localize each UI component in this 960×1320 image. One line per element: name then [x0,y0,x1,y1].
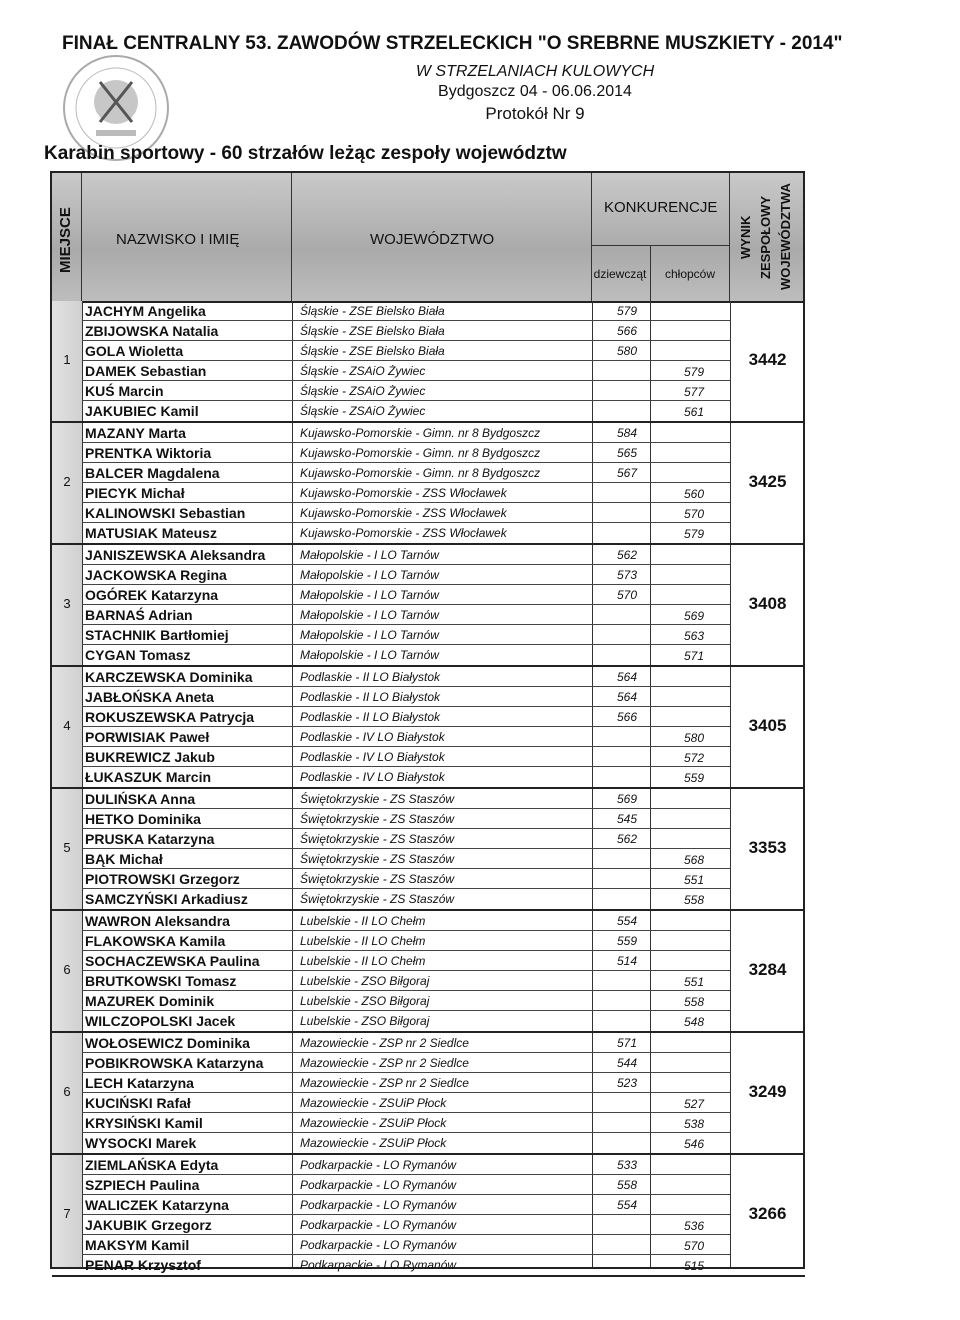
competitor-name: JAKUBIK Grzegorz [85,1217,212,1233]
competitor-voivodeship: Mazowieckie - ZSUiP Płock [300,1136,447,1150]
table-row [82,911,730,931]
competitor-name: DAMEK Sebastian [85,363,207,379]
header-result [730,173,805,301]
table-row [82,605,730,625]
table-row [82,1235,730,1255]
girls-score: 554 [616,1198,638,1212]
table-row [82,1155,730,1175]
competitor-voivodeship: Świętokrzyskie - ZS Staszów [300,832,455,846]
competitor-voivodeship: Podkarpackie - LO Rymanów [300,1198,457,1212]
table-row [82,341,730,361]
header-voivodeship [292,173,592,301]
document-subheading: W STRZELANIACH KULOWYCH [415,63,655,80]
header-competitions-label: KONKURENCJE [604,199,718,216]
table-row [82,1011,730,1031]
table-row [82,707,730,727]
results-table [50,171,805,1273]
competitor-voivodeship: Śląskie - ZSE Bielsko Biała [300,304,445,318]
boys-score: 579 [683,365,705,379]
competitor-voivodeship: Lubelskie - II LO Chełm [300,954,426,968]
girls-score: 579 [616,304,638,318]
boys-score: 579 [683,527,705,541]
team-block [52,1155,805,1277]
girls-score: 523 [616,1076,638,1090]
table-row [82,727,730,747]
boys-score: 551 [683,873,705,887]
competitor-voivodeship: Mazowieckie - ZSUiP Płock [300,1116,447,1130]
team-place: 4 [63,718,71,733]
table-row [82,789,730,809]
team-total-score: 3266 [748,1204,787,1223]
boys-score: 561 [683,405,705,419]
competitor-name: MAZANY Marta [85,425,186,441]
team-block [52,667,805,789]
header-girls-label: dziewcząt [593,267,647,281]
header-voivodeship-label: WOJEWÓDZTWO [370,231,495,248]
table-row [82,829,730,849]
girls-score: 554 [616,914,638,928]
table-row [82,523,730,543]
header-name-label: NAZWISKO I IMIĘ [116,231,240,248]
header-place [52,173,82,301]
team-place: 6 [63,1084,71,1099]
girls-score: 564 [616,690,638,704]
team-block [52,1033,805,1155]
team-block [52,789,805,911]
competitor-voivodeship: Lubelskie - II LO Chełm [300,934,426,948]
team-total-score: 3425 [748,472,787,491]
competitor-voivodeship: Podkarpackie - LO Rymanów [300,1158,457,1172]
competitor-name: WILCZOPOLSKI Jacek [85,1013,236,1029]
table-row [82,361,730,381]
competitor-name: HETKO Dominika [85,811,201,827]
competitor-name: ROKUSZEWSKA Patrycja [85,709,255,725]
competitor-voivodeship: Świętokrzyskie - ZS Staszów [300,872,455,886]
boys-score: 536 [683,1219,705,1233]
competitor-name: GOLA Wioletta [85,343,184,359]
competitor-name: JAKUBIEC Kamil [85,403,199,419]
boys-score: 572 [683,751,705,765]
team-total-score: 3405 [748,716,787,735]
competitor-name: KRYSIŃSKI Kamil [85,1115,203,1131]
girls-score: 533 [616,1158,638,1172]
competitor-voivodeship: Mazowieckie - ZSUiP Płock [300,1096,447,1110]
competitor-voivodeship: Lubelskie - ZSO Biłgoraj [300,1014,430,1028]
girls-score: 573 [616,568,638,582]
boys-score: 551 [683,975,705,989]
girls-score: 567 [616,466,638,480]
competitor-name: BĄK Michał [85,851,163,867]
competitor-name: WYSOCKI Marek [85,1135,197,1151]
table-row [82,971,730,991]
boys-score: 580 [683,731,705,745]
competitor-name: ŁUKASZUK Marcin [85,769,212,785]
team-place: 5 [63,840,71,855]
boys-score: 548 [683,1015,705,1029]
team-block [52,545,805,667]
competitor-voivodeship: Podlaskie - IV LO Białystok [300,730,445,744]
table-row [82,1215,730,1235]
table-row [82,483,730,503]
competitor-name: PRENTKA Wiktoria [85,445,212,461]
competitor-name: ZBIJOWSKA Natalia [85,323,219,339]
team-total-score: 3249 [748,1082,787,1101]
table-row [82,869,730,889]
competitor-name: PORWISIAK Paweł [85,729,210,745]
table-row [82,889,730,909]
boys-score: 563 [683,629,705,643]
competitor-voivodeship: Śląskie - ZSE Bielsko Biała [300,324,445,338]
competitor-name: WAWRON Aleksandra [85,913,230,929]
competitor-voivodeship: Podkarpackie - LO Rymanów [300,1238,457,1252]
table-caption: Karabin sportowy - 60 strzałów leżąc zespoły województw [44,143,567,164]
table-row [82,1195,730,1215]
competitor-voivodeship: Małopolskie - I LO Tarnów [300,628,439,642]
table-row [82,1175,730,1195]
header-competitions [592,173,730,301]
table-row [82,463,730,483]
girls-score: 559 [616,934,638,948]
competitor-name: JABŁOŃSKA Aneta [85,689,214,705]
girls-score: 584 [616,426,638,440]
team-place: 1 [63,352,71,367]
team-total-score: 3284 [748,960,787,979]
competitor-voivodeship: Śląskie - ZSE Bielsko Biała [300,344,445,358]
boys-score: 571 [683,649,705,663]
team-place: 6 [63,962,71,977]
boys-score: 560 [683,487,705,501]
competitor-voivodeship: Podlaskie - II LO Białystok [300,670,441,684]
competitor-voivodeship: Kujawsko-Pomorskie - ZSS Włocławek [300,506,507,520]
competitor-name: KARCZEWSKA Dominika [85,669,253,685]
table-row [82,585,730,605]
table-row [82,443,730,463]
competitor-voivodeship: Małopolskie - I LO Tarnów [300,568,439,582]
competitor-name: BALCER Magdalena [85,465,220,481]
table-row [82,931,730,951]
header-result-label: WYNIK ZESPOŁOWY WOJEWÓDZTWA [738,183,793,291]
header-place-label: MIEJSCE [57,207,74,273]
boys-score: 527 [683,1097,705,1111]
girls-score: 562 [616,548,638,562]
boys-score: 538 [683,1117,705,1131]
competitor-voivodeship: Świętokrzyskie - ZS Staszów [300,792,455,806]
girls-score: 580 [616,344,638,358]
table-row [82,849,730,869]
table-row [82,1133,730,1153]
competitor-voivodeship: Śląskie - ZSAiO Żywiec [300,404,426,418]
competitor-voivodeship: Mazowieckie - ZSP nr 2 Siedlce [300,1056,469,1070]
table-row [82,545,730,565]
competitor-name: SOCHACZEWSKA Paulina [85,953,260,969]
competitor-name: JACKOWSKA Regina [85,567,227,583]
table-row [82,767,730,787]
event-place-date: Bydgoszcz 04 - 06.06.2014 [438,83,632,100]
girls-score: 564 [616,670,638,684]
table-row [82,645,730,665]
competitor-voivodeship: Podlaskie - II LO Białystok [300,710,441,724]
competitor-name: BRUTKOWSKI Tomasz [85,973,237,989]
table-row [82,423,730,443]
competitor-name: ZIEMLAŃSKA Edyta [85,1157,219,1173]
competitor-voivodeship: Podlaskie - IV LO Białystok [300,770,445,784]
competitor-name: PIECYK Michał [85,485,185,501]
competitor-name: STACHNIK Bartłomiej [85,627,229,643]
table-row [82,809,730,829]
table-row [82,565,730,585]
competitor-voivodeship: Śląskie - ZSAiO Żywiec [300,384,426,398]
boys-score: 559 [683,771,705,785]
table-row [82,1113,730,1133]
competitor-voivodeship: Podlaskie - II LO Białystok [300,690,441,704]
competitor-voivodeship: Kujawsko-Pomorskie - ZSS Włocławek [300,526,507,540]
competitor-voivodeship: Podkarpackie - LO Rymanów [300,1218,457,1232]
competitor-voivodeship: Lubelskie - ZSO Biłgoraj [300,994,430,1008]
competitor-name: MATUSIAK Mateusz [85,525,217,541]
girls-score: 558 [616,1178,638,1192]
competitor-name: JACHYM Angelika [85,303,206,319]
competitor-voivodeship: Świętokrzyskie - ZS Staszów [300,852,455,866]
competitor-name: SAMCZYŃSKI Arkadiusz [85,891,248,907]
protocol-number: Protokół Nr 9 [485,104,585,123]
competitor-name: PIOTROWSKI Grzegorz [85,871,240,887]
competitor-name: DULIŃSKA Anna [85,791,196,807]
boys-score: 546 [683,1137,705,1151]
team-block [52,911,805,1033]
competitor-voivodeship: Kujawsko-Pomorskie - Gimn. nr 8 Bydgoszcz [300,426,541,440]
competitor-name: LECH Katarzyna [85,1075,194,1091]
table-header [52,173,803,303]
team-block [52,301,805,423]
table-row [82,991,730,1011]
competitor-voivodeship: Mazowieckie - ZSP nr 2 Siedlce [300,1036,469,1050]
header-name [82,173,292,301]
table-row [82,1033,730,1053]
competitor-name: KALINOWSKI Sebastian [85,505,246,521]
competitor-voivodeship: Lubelskie - ZSO Biłgoraj [300,974,430,988]
header-boys-label: chłopców [664,267,716,281]
girls-score: 544 [616,1056,638,1070]
table-row [82,951,730,971]
boys-score: 568 [683,853,705,867]
boys-score: 515 [683,1259,705,1273]
competitor-name: PENAR Krzysztof [85,1257,201,1273]
girls-score: 570 [616,588,638,602]
competitor-name: KUCIŃSKI Rafał [85,1095,191,1111]
girls-score: 562 [616,832,638,846]
girls-score: 569 [616,792,638,806]
table-row [82,301,730,321]
competitor-voivodeship: Małopolskie - I LO Tarnów [300,548,439,562]
table-row [82,1053,730,1073]
competitor-name: PRUSKA Katarzyna [85,831,215,847]
competitor-name: POBIKROWSKA Katarzyna [85,1055,264,1071]
girls-score: 514 [616,954,638,968]
competitor-voivodeship: Świętokrzyskie - ZS Staszów [300,892,455,906]
team-total-score: 3408 [748,594,787,613]
competitor-name: BARNAŚ Adrian [85,607,193,623]
team-place: 2 [63,474,71,489]
table-row [82,401,730,421]
table-row [82,1073,730,1093]
competitor-voivodeship: Małopolskie - I LO Tarnów [300,588,439,602]
boys-score: 558 [683,995,705,1009]
competitor-name: WOŁOSEWICZ Dominika [85,1035,250,1051]
boys-score: 558 [683,893,705,907]
competitor-voivodeship: Podkarpackie - LO Rymanów [300,1178,457,1192]
boys-score: 570 [683,507,705,521]
competitor-voivodeship: Kujawsko-Pomorskie - Gimn. nr 8 Bydgoszcz [300,446,541,460]
girls-score: 565 [616,446,638,460]
table-row [82,381,730,401]
competitor-name: SZPIECH Paulina [85,1177,200,1193]
team-block [52,423,805,545]
team-place: 3 [63,596,71,611]
table-row [82,625,730,645]
boys-score: 569 [683,609,705,623]
competitor-voivodeship: Śląskie - ZSAiO Żywiec [300,364,426,378]
table-row [82,321,730,341]
table-row [82,667,730,687]
girls-score: 545 [616,812,638,826]
competitor-voivodeship: Podlaskie - IV LO Białystok [300,750,445,764]
competitor-name: CYGAN Tomasz [85,647,191,663]
competitor-voivodeship: Lubelskie - II LO Chełm [300,914,426,928]
competitor-voivodeship: Małopolskie - I LO Tarnów [300,608,439,622]
competitor-name: WALICZEK Katarzyna [85,1197,229,1213]
competitor-name: BUKREWICZ Jakub [85,749,215,765]
competitor-voivodeship: Kujawsko-Pomorskie - ZSS Włocławek [300,486,507,500]
table-row [82,687,730,707]
competitor-voivodeship: Kujawsko-Pomorskie - Gimn. nr 8 Bydgoszcz [300,466,541,480]
team-total-score: 3353 [748,838,787,857]
boys-score: 570 [683,1239,705,1253]
competitor-name: KUŚ Marcin [85,383,164,399]
competitor-name: OGÓREK Katarzyna [85,587,219,603]
boys-score: 577 [683,385,705,399]
table-row [82,1255,730,1275]
competitor-name: MAKSYM Kamil [85,1237,190,1253]
girls-score: 566 [616,324,638,338]
competitor-voivodeship: Małopolskie - I LO Tarnów [300,648,439,662]
competitor-name: JANISZEWSKA Aleksandra [85,547,266,563]
team-total-score: 3442 [748,350,787,369]
table-row [82,1093,730,1113]
team-place: 7 [63,1206,71,1221]
competitor-voivodeship: Świętokrzyskie - ZS Staszów [300,812,455,826]
table-row [82,503,730,523]
girls-score: 571 [616,1036,638,1050]
competitor-voivodeship: Podkarpackie - LO Rymanów [300,1258,457,1272]
competitor-name: FLAKOWSKA Kamila [85,933,226,949]
table-row [82,747,730,767]
document-title: FINAŁ CENTRALNY 53. ZAWODÓW STRZELECKICH "O SREBRNE MUSZKIETY - 2014" [62,33,843,54]
competitor-voivodeship: Mazowieckie - ZSP nr 2 Siedlce [300,1076,469,1090]
competitor-name: MAZUREK Dominik [85,993,215,1009]
girls-score: 566 [616,710,638,724]
